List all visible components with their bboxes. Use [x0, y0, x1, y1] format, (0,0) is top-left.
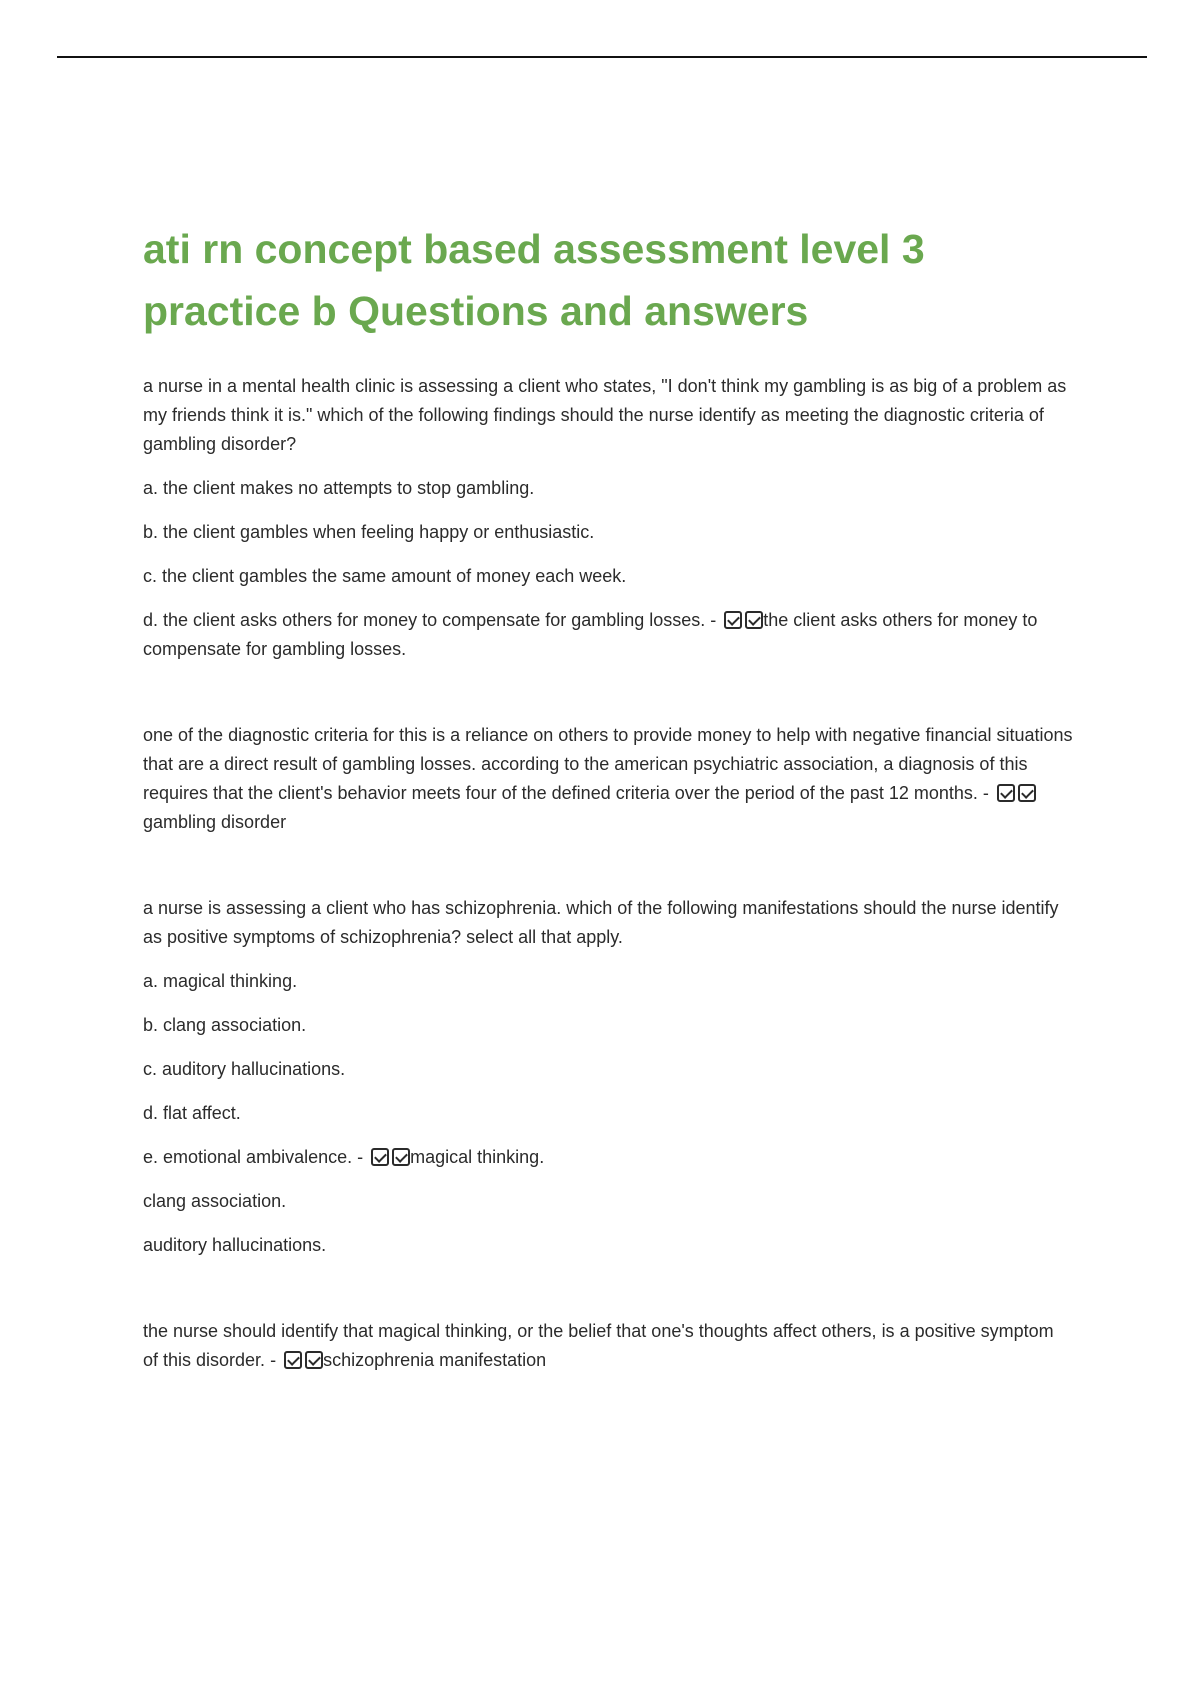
question-1-rationale: one of the diagnostic criteria for this is a reliance on others to provide money to help with negative financial situations that are a direct result of gambling losses. according to the american psychiatric association, a diagnosis of this requires that the client's behavior meets four of the defined criteria over the period of the past 12 months. - [143, 725, 1073, 803]
checkbox-icon [745, 611, 763, 629]
question-2-option-d: d. flat affect. [143, 1103, 241, 1123]
question-2-rationale: the nurse should identify that magical thinking, or the belief that one's thoughts affect others, is a positive symptom of this disorder. - [143, 1321, 1054, 1370]
checkbox-icon [1018, 784, 1036, 802]
document-title: ati rn concept based assessment level 3 practice b Questions and answers [143, 226, 925, 334]
question-2-option-a: a. magical thinking. [143, 971, 298, 991]
header-rule [57, 56, 1147, 58]
question-2-answer-1: magical thinking. [410, 1147, 545, 1167]
question-1-option-d-answer [143, 606, 1073, 664]
question-1-stem: a nurse in a mental health clinic is assessing a client who states, "I don't think my gambling is as big of a problem as my friends think it is." which of the following findings should the nurse identify as meeting the diagnostic criteria of gambling disorder? [143, 376, 1067, 454]
question-1-topic: gambling disorder [143, 812, 287, 832]
checkbox-icon [724, 611, 742, 629]
question-1-rationale-block [143, 721, 1073, 837]
question-2-option-e-answer [143, 1143, 1073, 1172]
question-2-option-c: c. auditory hallucinations. [143, 1059, 346, 1079]
question-2-topic: schizophrenia manifestation [323, 1350, 547, 1370]
question-2-rationale-block [143, 1317, 1073, 1375]
question-2-option-e: e. emotional ambivalence. - [143, 1147, 369, 1167]
question-2-answer-3: auditory hallucinations. [143, 1235, 327, 1255]
checkbox-icon [997, 784, 1015, 802]
question-1-option-d: d. the client asks others for money to compensate for gambling losses. - [143, 610, 722, 630]
question-2-option-b: b. clang association. [143, 1015, 307, 1035]
question-1-option-c: c. the client gambles the same amount of money each week. [143, 566, 627, 586]
question-1-answer: the client asks others for money to compensate for gambling losses. [143, 610, 1038, 659]
question-2-stem: a nurse is assessing a client who has schizophrenia. which of the following manifestations should the nurse identify as positive symptoms of schizophrenia? select all that apply. [143, 898, 1059, 947]
checkbox-icon [371, 1148, 389, 1166]
document-body [143, 218, 1073, 1375]
checkbox-icon [284, 1351, 302, 1369]
checkbox-icon [305, 1351, 323, 1369]
question-1-option-b: b. the client gambles when feeling happy or enthusiastic. [143, 522, 595, 542]
question-2-answer-2: clang association. [143, 1191, 287, 1211]
question-1-option-a: a. the client makes no attempts to stop gambling. [143, 478, 535, 498]
checkbox-icon [392, 1148, 410, 1166]
